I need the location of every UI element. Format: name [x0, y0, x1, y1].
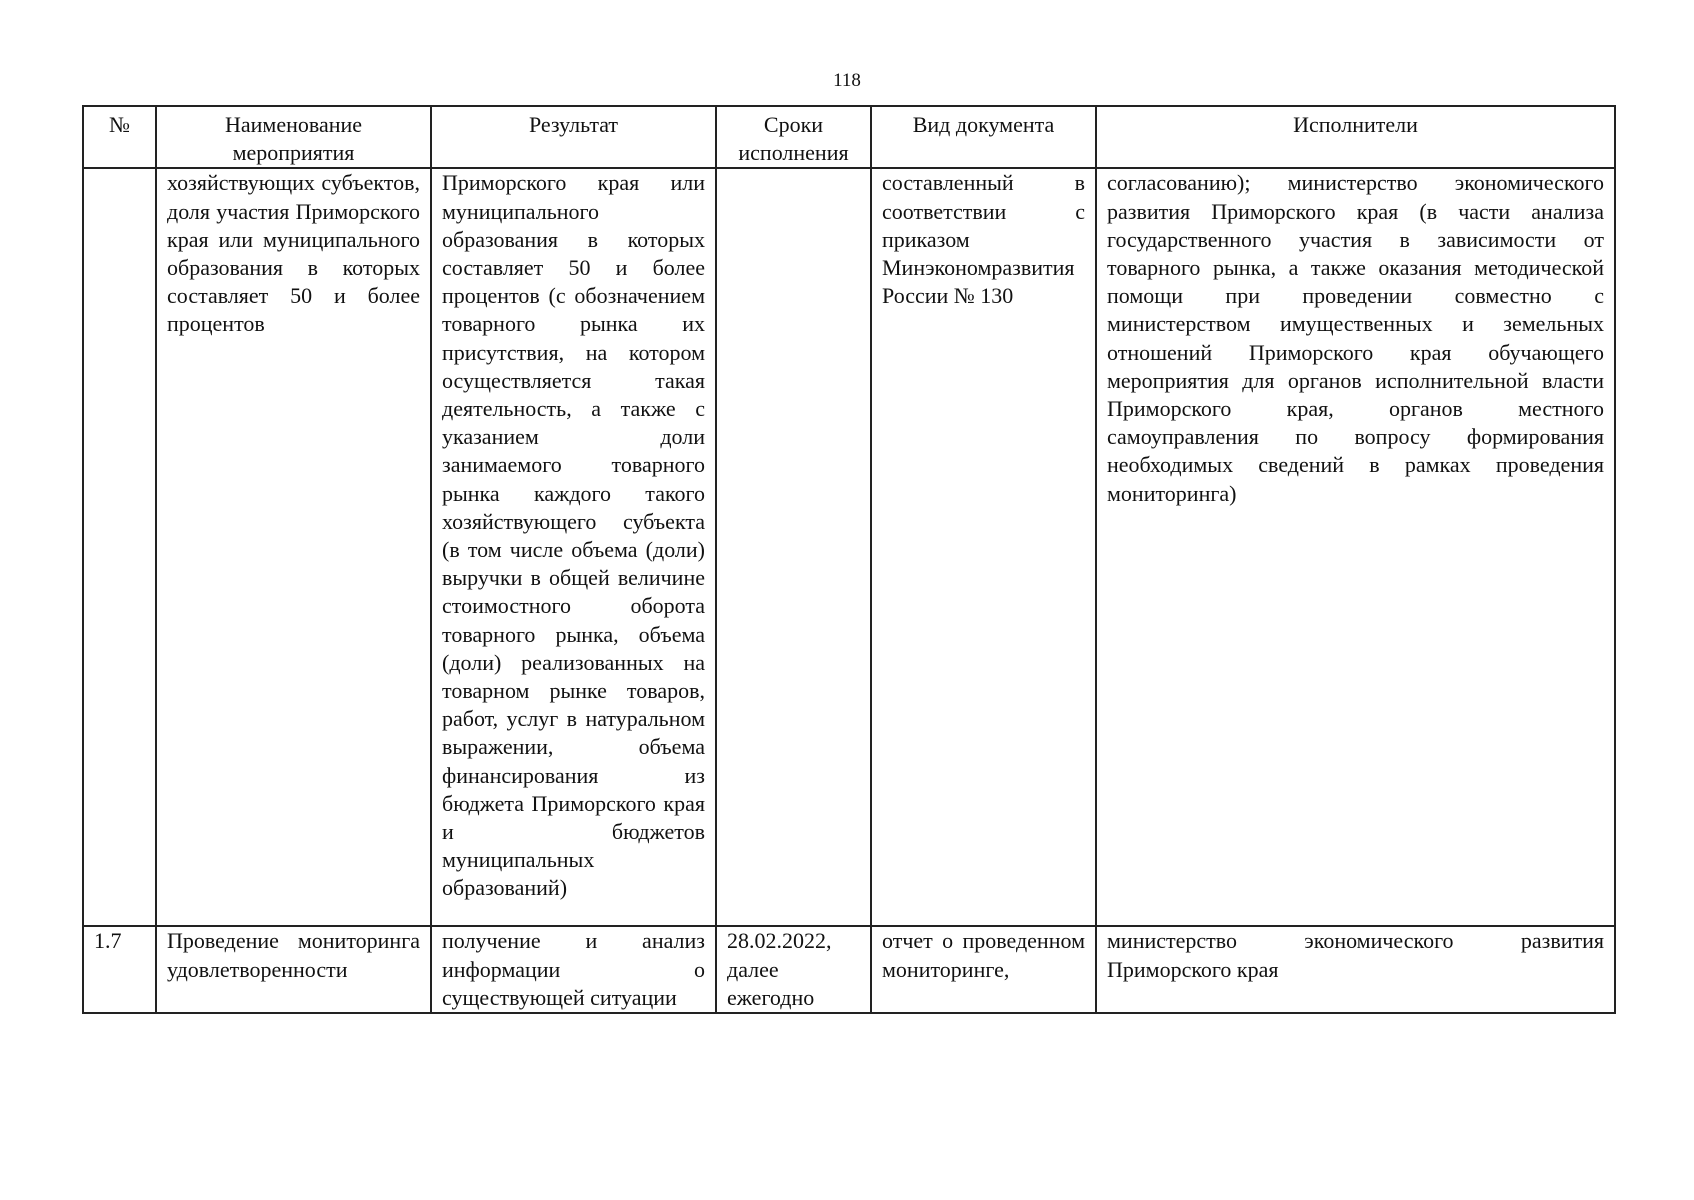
cell-name: хозяйствующих субъектов, доля участия Приморского края или муниципального образования в которых составляет 50 и более процентов — [156, 168, 431, 926]
table-header-row — [83, 106, 1615, 168]
header-result: Результат — [431, 106, 716, 168]
cell-deadline — [716, 168, 871, 926]
cell-executors: министерство экономического развития Приморского края — [1096, 926, 1615, 1013]
cell-deadline: 28.02.2022, далее ежегодно — [716, 926, 871, 1013]
table-row — [83, 926, 1615, 1013]
cell-doctype: составленный в соответствии с приказом Минэкономразвития России № 130 — [871, 168, 1096, 926]
cell-num: 1.7 — [83, 926, 156, 1013]
cell-num — [83, 168, 156, 926]
cell-result: получение и анализ информации о существующей ситуации — [431, 926, 716, 1013]
header-executors: Исполнители — [1096, 106, 1615, 168]
page-number: 118 — [833, 70, 861, 91]
measures-table — [82, 105, 1616, 1014]
header-name: Наименование мероприятия — [156, 106, 431, 168]
header-doctype: Вид документа — [871, 106, 1096, 168]
header-deadline: Сроки исполнения — [716, 106, 871, 168]
cell-result: Приморского края или муниципального образования в которых составляет 50 и более процентов (с обозначением товарного рынка их присутствия, на котором осуществляется такая деятельность, а также с указанием доли занимаемого товарного рынка каждого такого хозяйствующего субъекта (в том числе объема (доли) выручки в общей величине стоимостного оборота товарного рынка, объема (доли) реализованных на товарном рынке товаров, работ, услуг в натуральном выражении, объема финансирования из бюджета Приморского края и бюджетов муниципальных образований) — [431, 168, 716, 926]
cell-doctype: отчет о проведенном мониторинге, — [871, 926, 1096, 1013]
cell-executors: согласованию); министерство экономического развития Приморского края (в части анализа государственного участия в зависимости от товарного рынка, а также оказания методической помощи при проведении совместно с министерством имущественных и земельных отношений Приморского края обучающего мероприятия для органов исполнительной власти Приморского края, органов местного самоуправления по вопросу формирования необходимых сведений в рамках проведения мониторинга) — [1096, 168, 1615, 926]
header-num: № — [83, 106, 156, 168]
cell-name: Проведение мониторинга удовлетворенности — [156, 926, 431, 1013]
table-row — [83, 168, 1615, 926]
